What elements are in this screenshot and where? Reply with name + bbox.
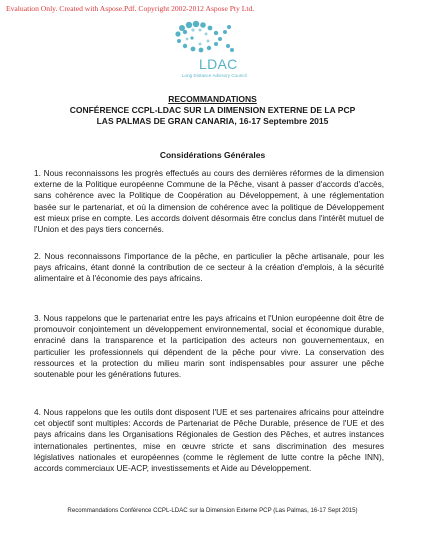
- paragraph-1: 1. Nous reconnaissons les progrès effectués au cours des dernières réformes de la dimension externe de la Politique européenne Commune de la Pêche, visant à passer d'accords d'accès, sans cohérence avec la Politique de Coopération au Développement, à une réglementation basée sur le partenariat, et où la dimension de cohérence avec la politique de Développement est mieux prise en compte. Les accords doivent désormais être conclus dans l'intérêt mutuel de l'Union et des pays tiers concernés.: [34, 169, 384, 235]
- ldac-logo: [162, 18, 254, 82]
- fish-logo-icon: [162, 18, 254, 58]
- document-subtitle: CONFÉRENCE CCPL-LDAC SUR LA DIMENSION EXTERNE DE LA PCP: [69, 105, 356, 115]
- paragraph-3: 3. Nous rappelons que le partenariat entre les pays africains et l'Union européenne doit être de promouvoir conjointement un développement environnemental, social et économique durable, enraciné dans la transparence et la participation des acteurs non gouvernementaux, en particulier les professionnels qui dépendent de la pêche pour vivre. La conservation des ressources et la protection du milieu marin sont indispensables pour assurer une pêche soutenable pour les générations futures.: [34, 314, 384, 380]
- location-date: LAS PALMAS DE GRAN CANARIA, 16-17 Septembre 2015: [96, 116, 329, 126]
- paragraph-4: 4. Nous rappelons que les outils dont disposent l'UE et ses partenaires africains pour atteindre cet objectif sont multiples: Accords de Partenariat de Pêche Durable, présence de l'UE et des pays africains dans les Organisations Régionales de Gestion des Pêches, et autres instances internationales pertinentes, mise en œuvre stricte et sans discrimination des mesures législatives nationales et européennes (comme le règlement de lutte contre la pêche INN), accords commerciaux UE-ACP, investissements et Aide au Développement.: [34, 408, 384, 474]
- page-footer: Recommandations Conférence CCPL-LDAC sur la Dimension Externe PCP (Las Palmas, 16-17 Sept 2015): [67, 507, 358, 514]
- document-title: RECOMMANDATIONS: [168, 94, 257, 104]
- paragraph-2: 2. Nous reconnaissons l'importance de la pêche, en particulier la pêche artisanale, pour les pays africains, étant donné la contribution de ce secteur à la création d'emplois, à la sécurité alimentaire et à l'économie des pays africains.: [34, 252, 384, 284]
- section-title: Considérations Générales: [159, 150, 266, 160]
- logo-name: LDAC: [199, 56, 238, 72]
- evaluation-watermark: Evaluation Only. Created with Aspose.Pdf. Copyright 2002-2012 Aspose Pty Ltd.: [6, 4, 255, 13]
- logo-subtitle: Long Distance Advisory Council: [182, 73, 247, 78]
